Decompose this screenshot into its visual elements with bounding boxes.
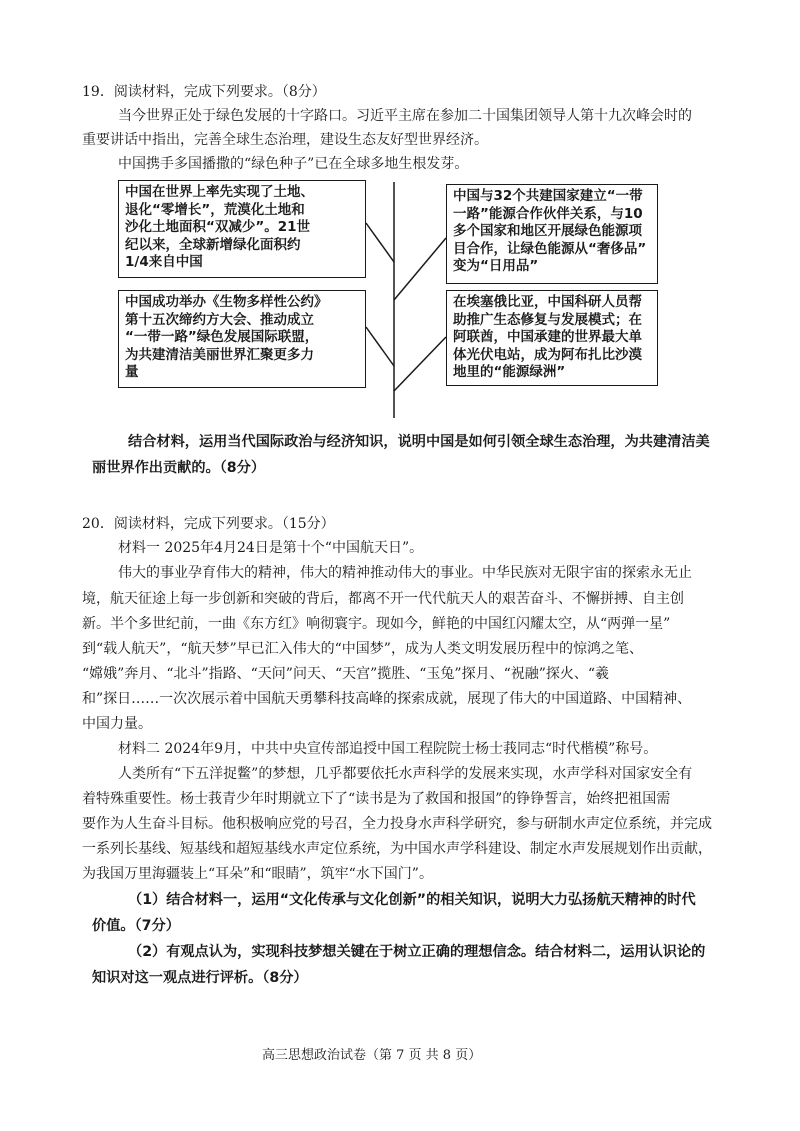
box-line: 体光伏电站，成为阿布扎比沙漠 — [453, 346, 642, 363]
q20-material1-line: 和”探日……一次次展示着中国航天勇攀科技高峰的探索成就，展现了伟大的中国道路、中国精神、 — [82, 691, 692, 707]
q20-material2-line: 为我国万里海疆装上“耳朵”和“眼睛”，筑牢“水下国门”。 — [82, 866, 433, 882]
q20-material1-line: 伟大的事业孕育伟大的精神，伟大的精神推动伟大的事业。中华民族对无限宇宙的探索永无止 — [118, 565, 692, 581]
box-line: 地里的“能源绿洲” — [453, 364, 566, 380]
box-line: 助推广生态修复与发展模式；在 — [453, 311, 642, 328]
q20-sub2-line-2: 知识对这一观点进行评析。（8分） — [92, 970, 308, 986]
q20-sub1-line-2: 价值。（7分） — [92, 918, 180, 934]
q19-intro-line-3: 中国携手多国播撒的“绿色种子”已在全球多地生根发芽。 — [118, 156, 469, 172]
q20-material1-line: 中国力量。 — [82, 716, 152, 732]
box-line: 纪以来，全球新增绿化面积约 — [125, 236, 301, 253]
q20-material1-line: 材料一 2025年4月24日是第十个“中国航天日”。 — [118, 540, 424, 556]
q20-material2-line: 要作为人生奋斗目标。他积极响应党的号召，全力投身水声科学研究，参与研制水声定位系统，并完成 — [82, 816, 712, 832]
box-top-left — [118, 180, 366, 278]
branch-top-left — [366, 223, 394, 262]
box-line: 量 — [125, 364, 139, 380]
q20-material1-line: 新。半个多世纪前，一曲《东方红》响彻寰宇。现如今，鲜艳的中国红闪耀太空，从“两弹一星” — [82, 616, 671, 632]
box-line: 退化“零增长”，荒漠化土地和 — [125, 201, 305, 218]
branch-bottom-left — [366, 327, 394, 366]
box-line: 第十五次缔约方大会、推动成立 — [125, 311, 314, 328]
box-line: 多个国家和地区开展绿色能源项 — [453, 223, 642, 239]
box-line: 一路”能源合作伙伴关系，与10 — [453, 205, 643, 222]
box-top-right — [446, 184, 658, 284]
q19-requirement-line-2: 丽世界作出贡献的。（8分） — [92, 460, 266, 476]
q19-heading: 19．阅读材料，完成下列要求。（8分） — [82, 84, 326, 100]
box-line: 在埃塞俄比亚，中国科研人员帮 — [453, 294, 642, 310]
box-bottom-right — [446, 290, 658, 386]
branch-bottom-right — [394, 337, 446, 391]
q20-material2-line: 着特殊重要性。杨士莪青少年时期就立下了“读书是为了救国和报国”的铮铮誓言，始终把祖国需 — [82, 791, 671, 807]
box-bottom-left — [118, 290, 366, 388]
q20-material1-line: 境，航天征途上每一步创新和突破的背后，都离不开一代代航天人的艰苦奋斗、不懈拼搏、自主创 — [82, 591, 684, 607]
box-line: 沙化土地面积“双减少”。21世 — [125, 219, 311, 235]
box-line: 变为“日用品” — [453, 258, 539, 274]
q20-material2-line: 人类所有“下五洋捉鳖”的梦想，几乎都要依托水声科学的发展来实现，水声学科对国家安全有 — [118, 766, 693, 782]
box-line: 中国成功举办《生物多样性公约》 — [125, 294, 328, 310]
box-line: 1/4来自中国 — [125, 254, 203, 270]
box-line: 为共建清洁美丽世界汇聚更多力 — [125, 346, 314, 363]
q20-sub2-line-1: （2）有观点认为，实现科技梦想关键在于树立正确的理想信念。结合材料二，运用认识论的 — [128, 944, 706, 960]
box-line: “一带一路”绿色发展国际联盟， — [125, 329, 319, 345]
box-line: 阿联酋，中国承建的世界最大单 — [453, 329, 642, 345]
box-line: 目合作，让绿色能源从“奢侈品” — [453, 240, 647, 257]
box-line: 中国与32个共建国家建立“一带 — [453, 188, 643, 204]
q19-intro-line-2: 重要讲话中指出，完善全球生态治理，建设生态友好型世界经济。 — [82, 132, 488, 148]
q20-material1-line: “嫦娥”奔月、“北斗”指路、“天问”问天、“天宫”揽胜、“玉兔”探月、“祝融”探火、“羲 — [82, 666, 610, 682]
q20-material1-line: 到“载人航天”，“航天梦”早已汇入伟大的“中国梦”，成为人类文明发展历程中的惊鸿之笔、 — [82, 641, 643, 657]
branch-top-right — [394, 238, 446, 300]
q20-material2-line: 材料二 2024年9月，中共中央宣传部追授中国工程院院士杨士莪同志“时代楷模”称号。 — [118, 741, 658, 757]
q20-sub1-line-1: （1）结合材料一，运用“文化传承与文化创新”的相关知识，说明大力弘扬航天精神的时代 — [128, 892, 696, 908]
box-line: 中国在世界上率先实现了土地、 — [125, 184, 314, 200]
page-footer: 高三思想政治试卷（第 7 页 共 8 页） — [262, 1048, 482, 1063]
q20-heading: 20．阅读材料，完成下列要求。（15分） — [82, 516, 335, 532]
q20-material2-line: 一系列长基线、短基线和超短基线水声定位系统，为中国水声学科建设、制定水声发展规划作出贡献， — [82, 841, 712, 857]
q19-requirement-line-1: 结合材料，运用当代国际政治与经济知识，说明中国是如何引领全球生态治理，为共建清洁美 — [128, 434, 710, 450]
q19-intro-line-1: 当今世界正处于绿色发展的十字路口。习近平主席在参加二十国集团领导人第十九次峰会时的 — [118, 108, 692, 124]
